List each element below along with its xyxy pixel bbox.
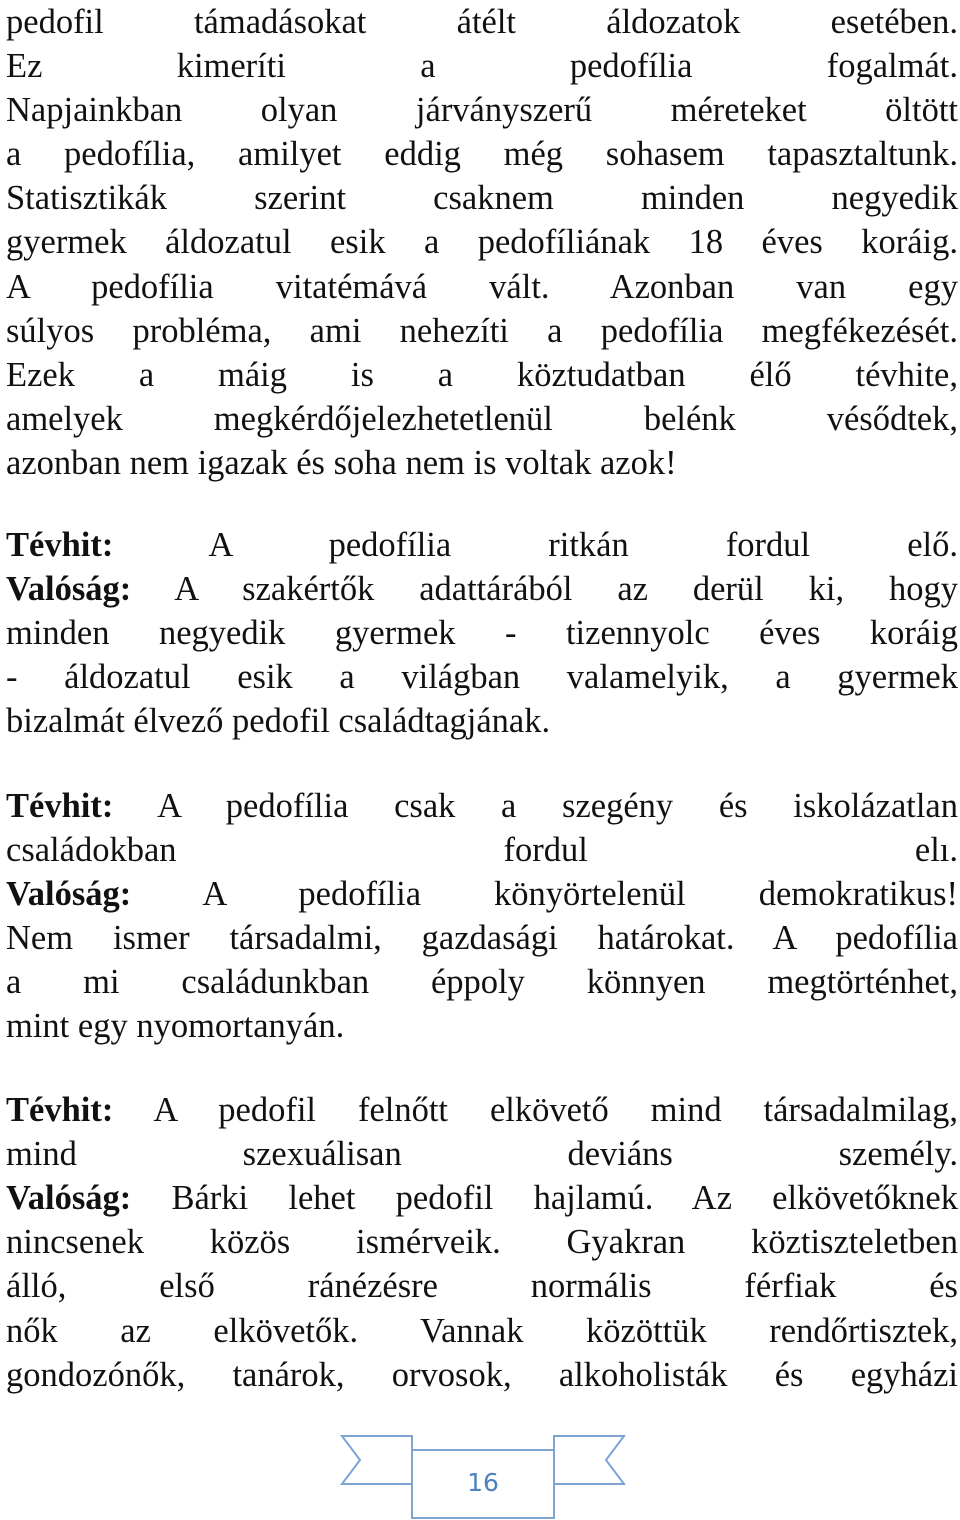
reality-line [6, 1176, 958, 1220]
text-line: Statisztikák szerint csaknem minden negyedik [6, 179, 958, 218]
text-line: Napjainkban olyan járványszerű méreteket öltött [6, 91, 958, 130]
text-line: amelyek megkérdőjelezhetetlenül belénk vésődtek, [6, 399, 958, 438]
myth-text: A pedofília csak a szegény és iskolázatlan [157, 786, 958, 825]
text-line: Ez kimeríti a pedofília fogalmát. [6, 47, 958, 86]
text-line: a mi családunkban éppoly könnyen megtörténhet, [6, 962, 958, 1001]
page-number: 16 [467, 1468, 499, 1497]
reality-label: Valóság: [6, 570, 132, 609]
myth-label: Tévhit: [6, 1091, 114, 1130]
reality-line [6, 872, 958, 916]
reality-label: Valóság: [6, 1179, 132, 1218]
myth-block-3 [6, 1088, 958, 1397]
text-line: nők az elkövetők. Vannak közöttük rendőrtisztek, [6, 1311, 958, 1350]
myth-block-1 [6, 523, 958, 743]
text-line: pedofil támadásokat átélt áldozatok esetében. [6, 3, 958, 41]
text-line: Nem ismer társadalmi, gazdasági határokat. A pedofília [6, 918, 958, 957]
text-line: súlyos probléma, ami nehezíti a pedofília megfékezését. [6, 311, 958, 350]
reality-text: A szakértők adattárából az derül ki, hogy [174, 570, 958, 609]
text-line: - áldozatul esik a világban valamelyik, a gyermek [6, 658, 958, 697]
intro-paragraph [6, 0, 958, 485]
myth-text: A pedofília ritkán fordul elő. [208, 526, 958, 565]
myth-label: Tévhit: [6, 786, 114, 825]
text-line: mint egy nyomortanyán. [6, 1006, 345, 1045]
reality-line [6, 567, 958, 611]
text-line: nincsenek közös ismérveik. Gyakran köztiszteletben [6, 1223, 958, 1262]
text-line: gyermek áldozatul esik a pedofíliának 18 éves koráig. [6, 223, 958, 262]
text-line: bizalmát élvező pedofil családtagjának. [6, 702, 551, 741]
text-line: gondozónők, tanárok, orvosok, alkoholisták és egyházi [6, 1355, 958, 1394]
myth-line [6, 523, 958, 567]
myth-block-2 [6, 784, 958, 1049]
myth-label: Tévhit: [6, 526, 114, 565]
text-line: A pedofília vitatémává vált. Azonban van egy [6, 267, 958, 306]
text-line: Ezek a máig is a köztudatban élő tévhite, [6, 355, 958, 394]
document-page [6, 0, 958, 1397]
reality-text: A pedofília könyörtelenül demokratikus! [202, 874, 958, 913]
text-line: álló, első ránézésre normális férfiak és [6, 1267, 958, 1306]
text-line: a pedofília, amilyet eddig még sohasem tapasztaltunk. [6, 135, 958, 174]
page-footer [340, 1432, 626, 1520]
myth-text: A pedofil felnőtt elkövető mind társadalmilag, [153, 1091, 958, 1130]
text-line: családokban fordul elı. [6, 830, 958, 869]
myth-line [6, 784, 958, 828]
text-line: azonban nem igazak és soha nem is voltak azok! [6, 443, 677, 482]
text-line: mind szexuálisan deviáns személy. [6, 1135, 958, 1174]
reality-text: Bárki lehet pedofil hajlamú. Az elkövetőknek [171, 1179, 958, 1218]
myth-line [6, 1088, 958, 1132]
reality-label: Valóság: [6, 874, 132, 913]
text-line: minden negyedik gyermek - tizennyolc éves koráig [6, 614, 958, 653]
